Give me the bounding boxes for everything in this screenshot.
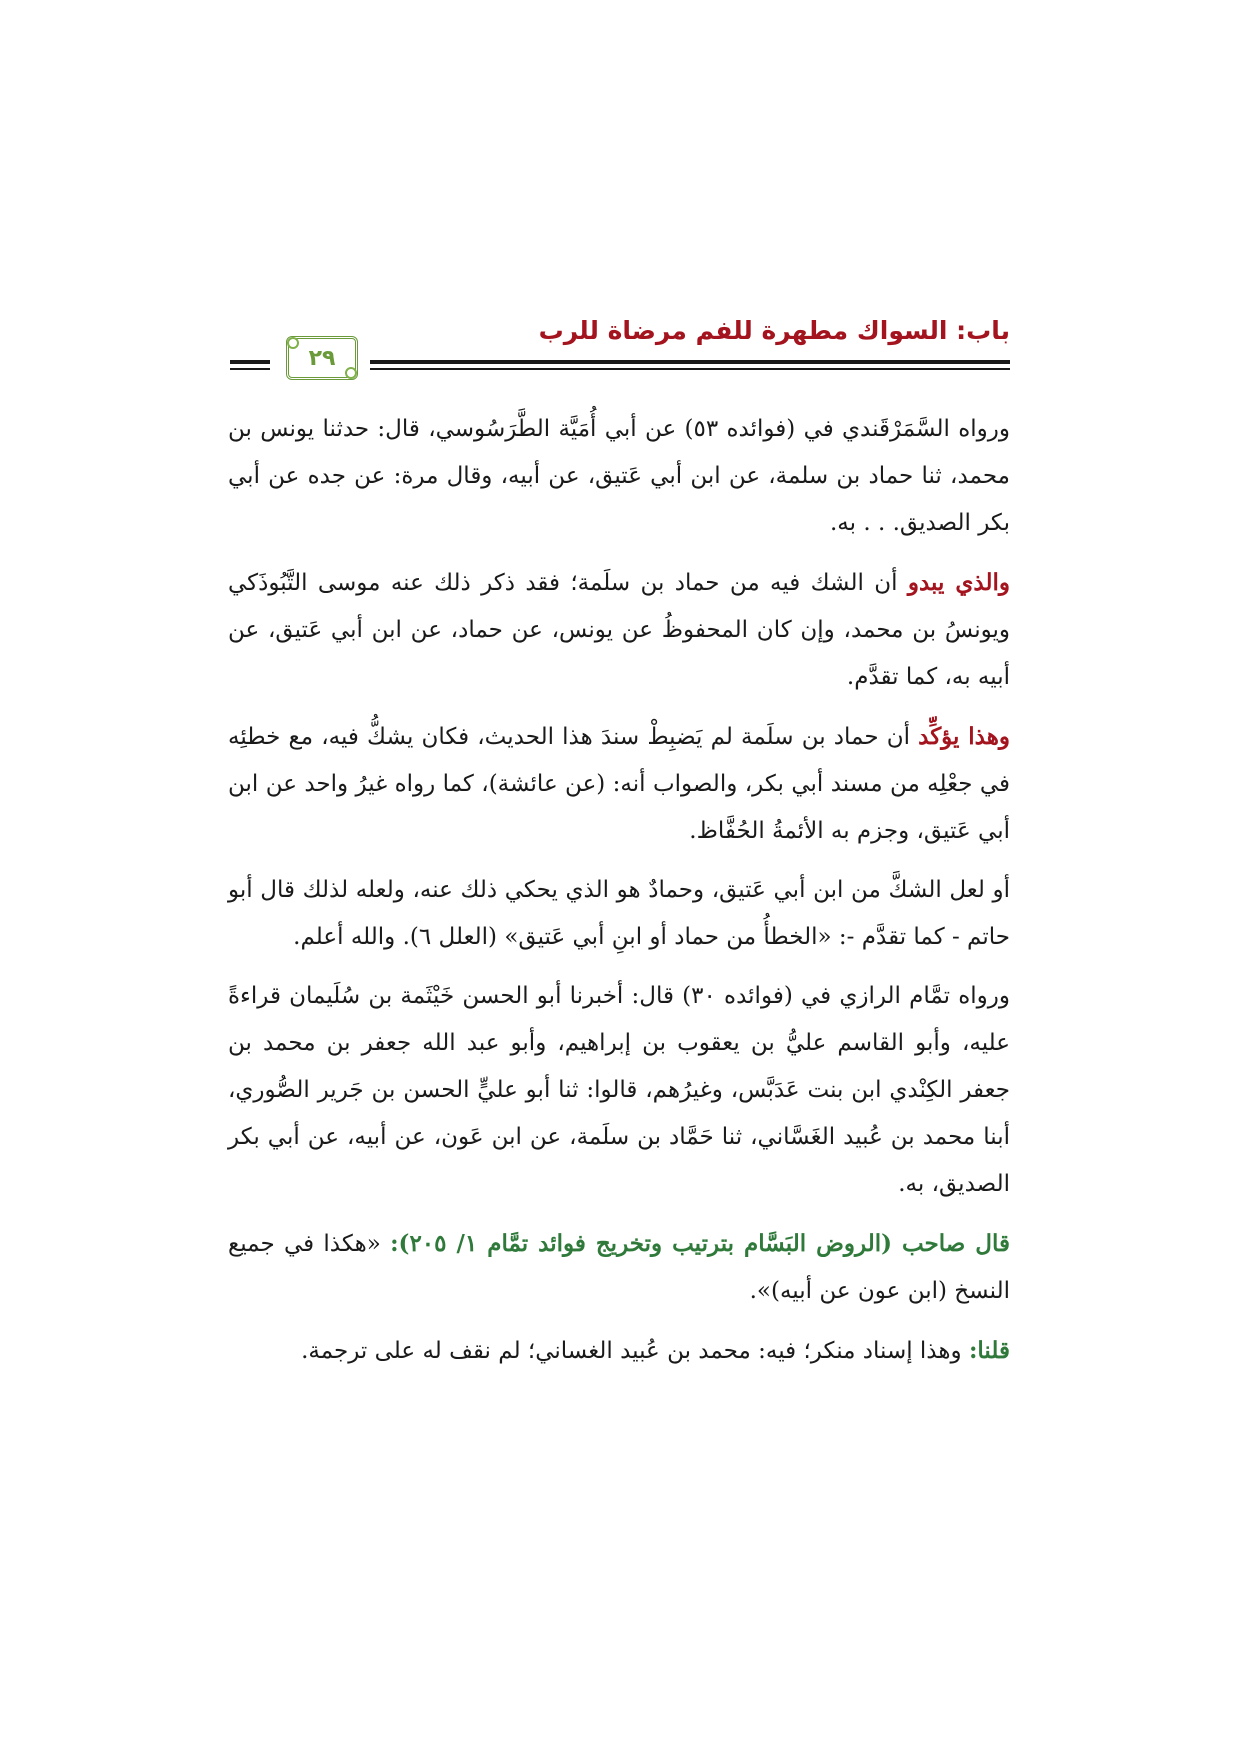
header-rule-thin (370, 368, 1010, 370)
paragraph-6-text: «هكذا في جميع النسخ (ابن عون عن أبيه)». (228, 1231, 1010, 1304)
paragraph-1-text: ورواه السَّمَرْقَندي في (فوائده ٥٣) عن أبي أُمَيَّة الطَّرَسُوسي، قال: حدثنا يونس بن محمد، ثنا حماد بن سلمة، عن ابن أبي عَتيق، عن أبيه، وقال مرة: عن جده عن أبي بكر الصديق. . . به. (228, 416, 1010, 536)
paragraph-1 (228, 406, 1010, 547)
paragraph-5 (228, 973, 1010, 1208)
page-header (230, 316, 1010, 386)
paragraph-4-text: أو لعل الشكَّ من ابن أبي عَتيق، وحمادٌ هو الذي يحكي ذلك عنه، ولعله لذلك قال أبو حاتم - كما تقدَّم -: «الخطأُ من حماد أو ابنِ أبي عَتيق» (العلل ٦). والله أعلم. (228, 877, 1010, 950)
header-rule-thick-left (230, 360, 270, 364)
paragraph-5-text: ورواه تمَّام الرازي في (فوائده ٣٠) قال: أخبرنا أبو الحسن خَيْثَمة بن سُلَيمان قراءةً عليه، وأبو القاسم عليُّ بن يعقوب بن إبراهيم، وأبو عبد الله جعفر بن محمد بن جعفر الكِنْدي ابن بنت عَدَبَّس، وغيرُهم، قالوا: ثنا أبو عليٍّ الحسن بن جَرير الصُّوري، أبنا محمد بن عُبيد الغَسَّاني، ثنا حَمَّاد بن سلَمة، عن ابن عَون، عن أبيه، عن أبي بكر الصديق، به. (228, 983, 1010, 1197)
paragraph-2-text: أن الشك فيه من حماد بن سلَمة؛ فقد ذكر ذلك عنه موسى التَّبُوذَكي ويونسُ بن محمد، وإن كان المحفوظُ عن يونس، عن حماد، عن ابن أبي عَتيق، عن أبيه به، كما تقدَّم. (228, 570, 1010, 690)
paragraph-7-lead: قلنا: (968, 1337, 1010, 1364)
paragraph-4 (228, 867, 1010, 961)
paragraph-3 (228, 713, 1010, 855)
paragraph-6-lead: قال صاحب (الروض البَسَّام بترتيب وتخريج فوائد تمَّام ١/ ٢٠٥): (390, 1230, 1010, 1257)
page-number: ٢٩ (308, 345, 336, 371)
paragraph-3-text: أن حماد بن سلَمة لم يَضبِطْ سندَ هذا الحديث، فكان يشكُّ فيه، مع خطئِه في جعْلِه من مسند أبي بكر، والصواب أنه: (عن عائشة)، كما رواه غيرُ واحد عن ابن أبي عَتيق، وجزم به الأئمةُ الحُفَّاظ. (228, 724, 1010, 844)
paragraph-7 (228, 1327, 1010, 1375)
paragraph-2 (228, 559, 1010, 701)
body-text (228, 406, 1010, 1387)
paragraph-6 (228, 1220, 1010, 1315)
chapter-title: باب: السواك مطهرة للفم مرضاة للرب (538, 316, 1010, 345)
header-rule-thick (370, 360, 1010, 364)
paragraph-3-lead: وهذا يؤكِّد (918, 723, 1010, 750)
paragraph-7-text: وهذا إسناد منكر؛ فيه: محمد بن عُبيد الغساني؛ لم نقف له على ترجمة. (301, 1338, 969, 1364)
page-number-badge (286, 336, 358, 380)
header-rule-thin-left (230, 368, 270, 370)
paragraph-2-lead: والذي يبدو (907, 569, 1010, 596)
